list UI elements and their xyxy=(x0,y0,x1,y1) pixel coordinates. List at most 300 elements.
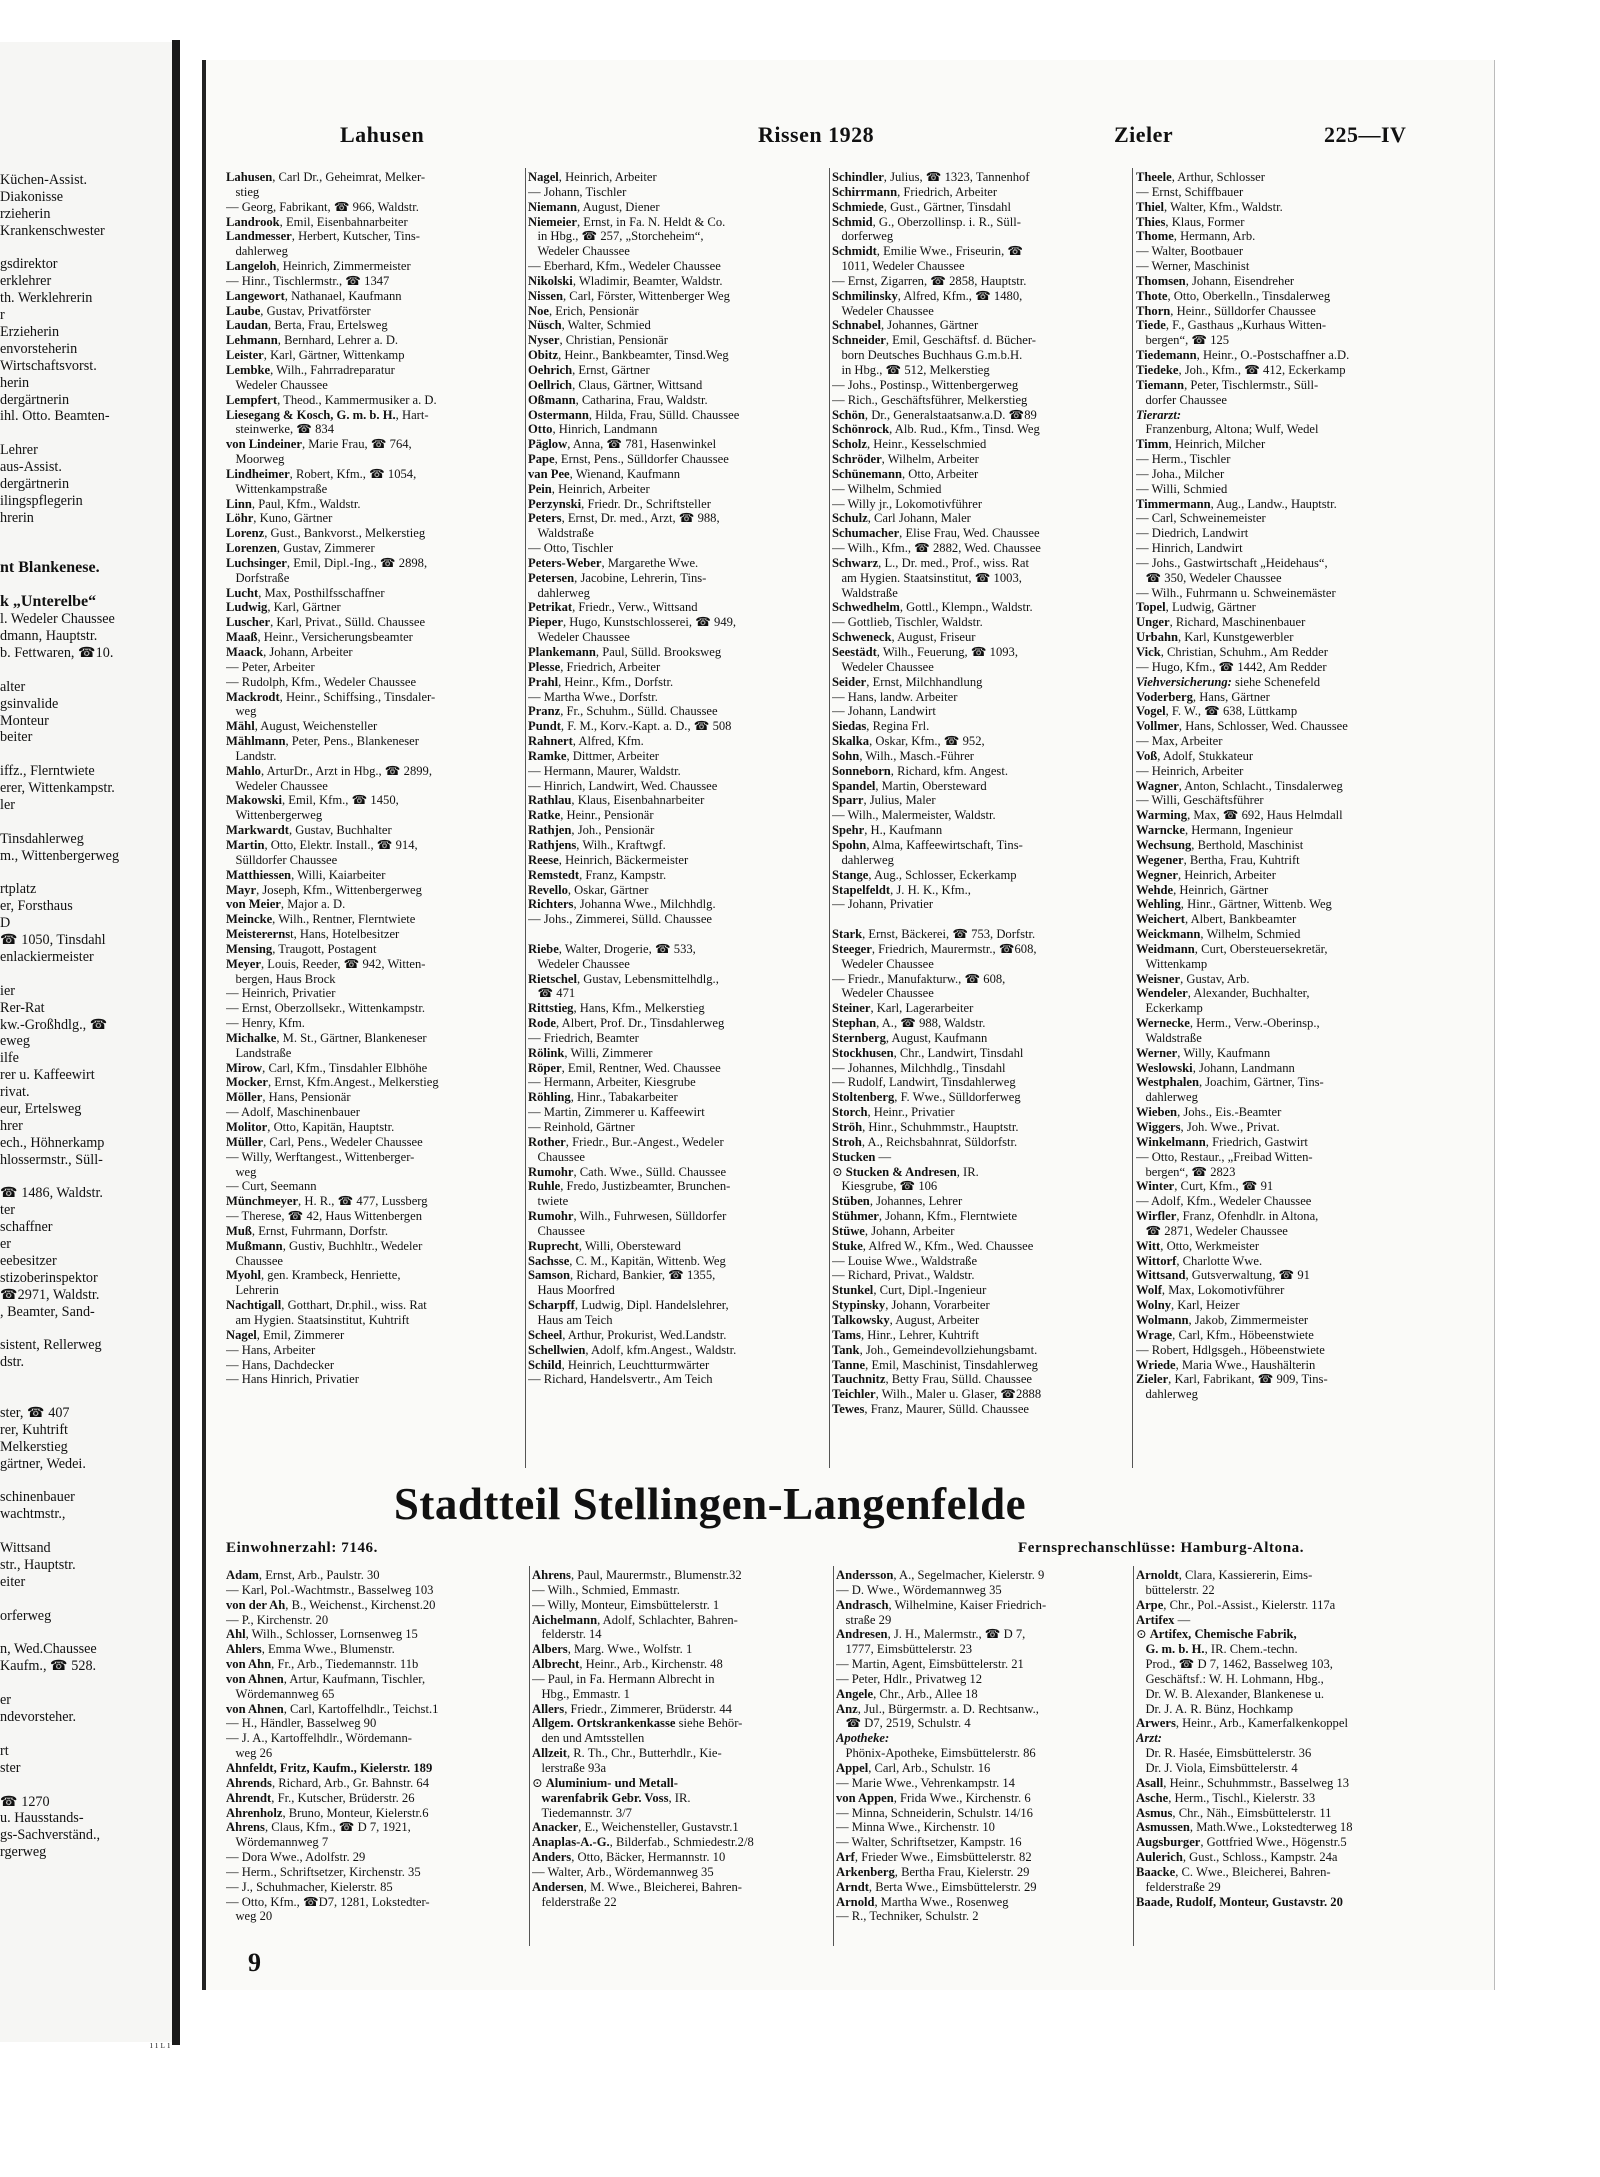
directory-entry: Sonneborn, Richard, kfm. Angest. xyxy=(832,763,1008,778)
directory-entry: ☎ 350, Wedeler Chaussee xyxy=(1136,570,1282,585)
directory-entry: Arpe, Chr., Pol.-Assist., Kielerstr. 117a xyxy=(1136,1597,1336,1612)
previous-page-line: dergärtnerin xyxy=(0,391,70,408)
directory-entry: Rietschel, Gustav, Lebensmittelhdlg., xyxy=(528,971,719,986)
directory-entry: Prod., ☎ D 7, 1462, Basselweg 103, xyxy=(1136,1657,1333,1672)
previous-page-line: iffz., Flerntwiete xyxy=(0,763,95,780)
directory-entry: Müller, Carl, Pens., Wedeler Chaussee xyxy=(226,1134,423,1149)
directory-entry: Mirow, Carl, Kfm., Tinsdahler Elbhöhe xyxy=(226,1060,428,1075)
previous-page-line xyxy=(0,425,178,442)
directory-entry: Schmid, G., Oberzollinsp. i. R., Süll- xyxy=(832,214,1021,229)
directory-entry: Rode, Albert, Prof. Dr., Tinsdahlerweg xyxy=(528,1016,725,1031)
previous-page-line: ter xyxy=(0,1202,15,1219)
directory-entry: Stephan, A., ☎ 988, Waldstr. xyxy=(832,1016,986,1031)
directory-entry: Haus am Teich xyxy=(528,1312,613,1327)
directory-entry: Rölink, Willi, Zimmerer xyxy=(528,1045,653,1060)
directory-entry: — Martha Wwe., Dorfstr. xyxy=(528,689,658,704)
directory-entry: Maack, Johann, Arbeiter xyxy=(226,645,353,659)
directory-entry: stieg xyxy=(226,184,260,199)
section-title: Stadtteil Stellingen-Langenfelde xyxy=(393,1479,1027,1529)
previous-page-line: str., Hauptstr. xyxy=(0,1557,76,1574)
directory-entry: Otto, Hinrich, Landmann xyxy=(528,422,658,437)
directory-entry: Augsburger, Gottfried Wwe., Högenstr.5 xyxy=(1136,1835,1347,1850)
previous-page-line xyxy=(0,1388,178,1405)
directory-entry: Albers, Marg. Wwe., Wolfstr. 1 xyxy=(532,1642,693,1657)
directory-entry: Stockhusen, Chr., Landwirt, Tinsdahl xyxy=(832,1045,1024,1060)
directory-entry: Vick, Christian, Schuhm., Am Redder xyxy=(1136,645,1328,659)
previous-page-line: eweg xyxy=(0,1033,30,1050)
directory-entry: Wittenbergerweg xyxy=(226,808,323,823)
running-header xyxy=(206,122,1486,152)
directory-entry: Stark, Ernst, Bäckerei, ☎ 753, Dorfstr. xyxy=(832,927,1036,942)
previous-page-line xyxy=(0,1321,178,1338)
directory-entry: Nagel, Heinrich, Arbeiter xyxy=(528,170,657,184)
directory-entry: — Peter, Arbeiter xyxy=(226,659,315,674)
previous-page-text xyxy=(0,172,178,1861)
directory-entry: Stüwe, Johann, Arbeiter xyxy=(832,1223,955,1238)
previous-page-line xyxy=(0,966,178,983)
directory-column-1 xyxy=(226,170,522,1470)
directory-entry: Tank, Joh., Gemeindevollziehungsbamt. xyxy=(832,1342,1038,1357)
directory-entry: von Meier, Major a. D. xyxy=(226,897,346,912)
directory-entry: Chaussee xyxy=(528,1149,586,1164)
directory-entry: Stuke, Alfred W., Kfm., Wed. Chaussee xyxy=(832,1238,1034,1253)
directory-entry: — Hans, Dachdecker xyxy=(226,1357,335,1372)
directory-entry: dorferweg xyxy=(832,229,894,244)
directory-entry: — Willi, Geschäftsführer xyxy=(1136,793,1264,808)
directory-entry: Nissen, Carl, Förster, Wittenberger Weg xyxy=(528,288,730,303)
directory-entry: Pieper, Hugo, Kunstschlosserei, ☎ 949, xyxy=(528,615,737,630)
directory-entry: — Hugo, Kfm., ☎ 1442, Am Redder xyxy=(1136,659,1327,674)
directory-entry: Witt, Otto, Werkmeister xyxy=(1136,1238,1260,1253)
directory-entry: ⊙ Artifex, Chemische Fabrik, xyxy=(1136,1627,1297,1642)
directory-entry: Chaussee xyxy=(528,1223,586,1238)
directory-entry: Timmermann, Aug., Landw., Hauptstr. xyxy=(1136,496,1337,511)
previous-page-line: hrer xyxy=(0,1117,23,1134)
previous-page-line xyxy=(0,1777,178,1794)
directory-entry: dahlerweg xyxy=(528,585,590,600)
directory-entry: Landrook, Emil, Eisenbahnarbeiter xyxy=(226,214,408,229)
directory-entry: — Ernst, Oberzollsekr., Wittenkampstr. xyxy=(226,1001,425,1016)
directory-entry: Tauchnitz, Betty Frau, Sülld. Chaussee xyxy=(832,1372,1033,1387)
directory-entry: Ströh, Hinr., Schuhmmstr., Hauptstr. xyxy=(832,1120,1019,1134)
directory-entry: Obitz, Heinr., Bankbeamter, Tinsd.Weg xyxy=(528,348,729,363)
column-rule xyxy=(525,168,526,1468)
directory-entry: Wedeler Chaussee xyxy=(226,377,328,392)
previous-page-line: rer, Kuhtrift xyxy=(0,1421,68,1438)
directory-entry: — Johannes, Milchhdlg., Tinsdahl xyxy=(832,1060,1006,1075)
directory-entry: weg xyxy=(226,704,257,719)
directory-entry: Steiner, Karl, Lagerarbeiter xyxy=(832,1001,974,1016)
directory-entry: Rathlau, Klaus, Eisenbahnarbeiter xyxy=(528,793,705,808)
directory-entry: von Lindeiner, Marie Frau, ☎ 764, xyxy=(226,437,412,452)
directory-entry: Waldstraße xyxy=(528,526,594,541)
directory-entry: — Henry, Kfm. xyxy=(226,1016,305,1031)
directory-entry: Ahrens, Paul, Maurermstr., Blumenstr.32 xyxy=(532,1568,742,1582)
directory-entry: Ostermann, Hilda, Frau, Sülld. Chaussee xyxy=(528,407,740,422)
directory-entry: Werner, Willy, Kaufmann xyxy=(1136,1045,1271,1060)
directory-entry: Landstr. xyxy=(226,748,277,763)
directory-entry: Tewes, Franz, Maurer, Sülld. Chaussee xyxy=(832,1402,1030,1417)
directory-entry: Röhling, Hinr., Tabakarbeiter xyxy=(528,1090,678,1105)
directory-entry: Waldstraße xyxy=(1136,1030,1202,1045)
directory-entry: Wolny, Karl, Heizer xyxy=(1136,1298,1240,1313)
directory-entry: Schmidt, Emilie Wwe., Friseurin, ☎ xyxy=(832,244,1024,259)
previous-page-line: ☎ 1050, Tinsdahl xyxy=(0,932,106,949)
directory-entry: — Otto, Tischler xyxy=(528,541,614,556)
previous-page-line: ndevorsteher. xyxy=(0,1709,77,1726)
directory-entry: Lehmann, Bernhard, Lehrer a. D. xyxy=(226,333,399,348)
directory-entry: — Hermann, Arbeiter, Kiesgrube xyxy=(528,1075,696,1090)
directory-entry: bergen“, ☎ 2823 xyxy=(1136,1164,1236,1179)
directory-entry: — Walter, Arb., Wördemannweg 35 xyxy=(532,1864,714,1879)
header-page-number: 225—IV xyxy=(1324,122,1407,147)
directory-entry: — Wilhelm, Schmied xyxy=(832,481,942,496)
directory-entry: Wehde, Heinrich, Gärtner xyxy=(1136,882,1269,897)
directory-entry: Rathjens, Wilh., Kraftwgf. xyxy=(528,837,666,852)
directory-entry: Stange, Aug., Schlosser, Eckerkamp xyxy=(832,867,1017,882)
directory-entry: Wernecke, Herm., Verw.-Oberinsp., xyxy=(1136,1016,1320,1031)
directory-entry: Wehling, Hinr., Gärtner, Wittenb. Weg xyxy=(1136,897,1332,912)
previous-page-line xyxy=(0,1726,178,1743)
directory-entry: Allers, Friedr., Zimmerer, Brüderstr. 44 xyxy=(532,1701,732,1716)
phone-exchange-note: Fernsprechanschlüsse: Hamburg-Altona. xyxy=(1018,1540,1305,1556)
directory-entry: — Paul, in Fa. Hermann Albrecht in xyxy=(532,1671,715,1686)
directory-entry: born Deutsches Buchhaus G.m.b.H. xyxy=(832,348,1023,363)
directory-entry: — D. Wwe., Wördemannweg 35 xyxy=(836,1582,1002,1597)
directory-entry: — Eberhard, Kfm., Wedeler Chaussee xyxy=(528,259,721,274)
directory-entry: Anaplas-A.-G., Bilderfab., Schmiedestr.2/8 xyxy=(532,1835,754,1850)
directory-entry: von Ahnen, Carl, Kartoffelhdlr., Teichst.1 xyxy=(226,1701,439,1716)
directory-entry: Arwers, Heinr., Arb., Kamerfalkenkoppel xyxy=(1136,1716,1348,1731)
previous-page-line: Lehrer xyxy=(0,442,38,459)
directory-column-4 xyxy=(1136,170,1436,1470)
directory-entry: Tiedeke, Joh., Kfm., ☎ 412, Eckerkamp xyxy=(1136,362,1346,377)
previous-page-line: dergärtnerin xyxy=(0,476,70,493)
directory-entry: Teichler, Wilh., Maler u. Glaser, ☎2888 xyxy=(832,1387,1042,1402)
directory-entry: Perzynski, Friedr. Dr., Schriftsteller xyxy=(528,496,711,511)
directory-entry: Tanne, Emil, Maschinist, Tinsdahlerweg xyxy=(832,1357,1038,1372)
directory-entry: Petrikat, Friedr., Verw., Wittsand xyxy=(528,600,698,615)
previous-page-line: stizoberinspektor xyxy=(0,1269,98,1286)
directory-entry: Niemeier, Ernst, in Fa. N. Heldt & Co. xyxy=(528,214,726,229)
previous-page-line: beiter xyxy=(0,729,33,746)
previous-page-line: ☎ 1486, Waldstr. xyxy=(0,1185,103,1202)
directory-entry: — Georg, Fabrikant, ☎ 966, Waldstr. xyxy=(226,199,419,214)
directory-entry: Wedeler Chaussee xyxy=(832,986,934,1001)
directory-entry: — Wilh., Schmied, Emmastr. xyxy=(532,1582,680,1597)
directory-entry: Tiemann, Peter, Tischlermstr., Süll- xyxy=(1136,377,1319,392)
directory-entry: Waldstraße xyxy=(832,585,898,600)
directory-entry: Sternberg, August, Kaufmann xyxy=(832,1030,988,1045)
directory-entry: — Hans, Arbeiter xyxy=(226,1342,316,1357)
directory-entry: Oehrich, Ernst, Gärtner xyxy=(528,362,650,377)
previous-page-line: u. Hausstands- xyxy=(0,1810,84,1827)
directory-entry: Lindheimer, Robert, Kfm., ☎ 1054, xyxy=(226,466,417,481)
directory-entry: Rahnert, Alfred, Kfm. xyxy=(528,734,644,749)
header-center-title: Rissen 1928 xyxy=(758,122,875,147)
directory-entry: — Hans Hinrich, Privatier xyxy=(226,1372,359,1387)
directory-entry: Wolmann, Jakob, Zimmermeister xyxy=(1136,1312,1309,1327)
directory-entry: Ramke, Dittmer, Arbeiter xyxy=(528,748,660,763)
directory-entry: Zieler, Karl, Fabrikant, ☎ 909, Tins- xyxy=(1136,1372,1328,1387)
printer-mark: ı ı ʟ ı xyxy=(150,2040,171,2051)
directory-entry: lerstraße 93a xyxy=(532,1760,607,1775)
previous-page-line: ech., Höhnerkamp xyxy=(0,1134,105,1151)
directory-entry: Talkowsky, August, Arbeiter xyxy=(832,1312,980,1327)
directory-entry: Linn, Paul, Kfm., Waldstr. xyxy=(226,496,361,511)
previous-page-line xyxy=(0,1473,178,1490)
directory-entry: Stühmer, Johann, Kfm., Flerntwiete xyxy=(832,1209,1018,1224)
directory-entry: Nikolski, Wladimir, Beamter, Waldstr. xyxy=(528,273,723,288)
directory-entry: Plankemann, Paul, Sülld. Brooksweg xyxy=(528,645,722,659)
directory-entry: Asmussen, Math.Wwe., Lokstedterweg 18 xyxy=(1136,1820,1353,1835)
directory-entry: Mayr, Joseph, Kfm., Wittenbergerweg xyxy=(226,882,422,897)
directory-entry: Andresen, J. H., Malermstr., ☎ D 7, xyxy=(836,1627,1026,1642)
previous-page-line: b. Fettwaren, ☎10. xyxy=(0,644,114,661)
directory-entry: Möller, Hans, Pensionär xyxy=(226,1090,351,1105)
directory-entry: Vogel, F. W., ☎ 638, Lüttkamp xyxy=(1136,704,1298,719)
directory-entry: Warming, Max, ☎ 692, Haus Helmdall xyxy=(1136,808,1343,823)
bottom-column-1 xyxy=(226,1568,528,1948)
directory-entry: — Diedrich, Landwirt xyxy=(1136,526,1249,541)
directory-entry: Schwarz, L., Dr. med., Prof., wiss. Rat xyxy=(832,555,1029,570)
previous-page-line: ster xyxy=(0,1759,21,1776)
previous-page-line xyxy=(0,865,178,882)
directory-entry: — Marie Wwe., Vehrenkampstr. 14 xyxy=(836,1775,1015,1790)
previous-page-line: alter xyxy=(0,678,26,695)
directory-entry: Weickmann, Wilhelm, Schmied xyxy=(1136,927,1301,942)
previous-page-line xyxy=(0,814,178,831)
directory-entry: dahlerweg xyxy=(226,244,288,259)
directory-entry: — Wilh., Fuhrmann u. Schweinemäster xyxy=(1136,585,1336,600)
directory-entry: Wedeler Chaussee xyxy=(226,778,328,793)
directory-entry: Schirrmann, Friedrich, Arbeiter xyxy=(832,184,998,199)
directory-entry: dorfer Chaussee xyxy=(1136,392,1227,407)
directory-entry: Schröder, Wilhelm, Arbeiter xyxy=(832,452,979,467)
directory-entry: ☎ 471 xyxy=(528,986,576,1001)
directory-entry: Haus Moorfred xyxy=(528,1283,615,1298)
previous-page-line: ster, ☎ 407 xyxy=(0,1405,70,1422)
directory-entry: Schön, Dr., Generalstaatsanw.a.D. ☎89 xyxy=(832,407,1037,422)
previous-page-line xyxy=(0,1523,178,1540)
previous-page-line: herin xyxy=(0,374,30,391)
previous-page-line: ihl. Otto. Beamten- xyxy=(0,408,110,425)
directory-entry: Thiel, Walter, Kfm., Waldstr. xyxy=(1136,199,1283,214)
directory-entry: Ratke, Heinr., Pensionär xyxy=(528,808,654,823)
directory-entry: Maaß, Heinr., Versicherungsbeamter xyxy=(226,630,413,645)
directory-entry: Peters-Weber, Margarethe Wwe. xyxy=(528,555,699,570)
directory-entry: Luchsinger, Emil, Dipl.-Ing., ☎ 2898, xyxy=(226,555,428,570)
directory-entry: Arnoldt, Clara, Kassiererin, Eims- xyxy=(1136,1568,1313,1582)
directory-entry: Oßmann, Catharina, Frau, Waldstr. xyxy=(528,392,708,407)
directory-entry: — Walter, Schriftsetzer, Kampstr. 16 xyxy=(836,1835,1022,1850)
directory-entry: Andersen, M. Wwe., Bleicherei, Bahren- xyxy=(532,1879,742,1894)
directory-entry: — Johann, Privatier xyxy=(832,897,934,912)
directory-entry: Molitor, Otto, Kapitän, Hauptstr. xyxy=(226,1120,395,1134)
bottom-column-3 xyxy=(836,1568,1132,1948)
directory-entry: Eckerkamp xyxy=(1136,1001,1203,1016)
directory-entry: Wördemannweg 65 xyxy=(226,1686,335,1701)
directory-entry: Langeloh, Heinrich, Zimmermeister xyxy=(226,259,411,274)
directory-column-3 xyxy=(832,170,1134,1470)
previous-page-line: ☎2971, Waldstr. xyxy=(0,1286,100,1303)
directory-entry: Landstraße xyxy=(226,1045,292,1060)
column-rule xyxy=(1133,1566,1134,1946)
directory-entry: — Johann, Landwirt xyxy=(832,704,936,719)
directory-entry: — Minna Wwe., Kirchenstr. 10 xyxy=(836,1820,995,1835)
directory-entry: — Friedrich, Beamter xyxy=(528,1030,639,1045)
directory-entry: steinwerke, ☎ 834 xyxy=(226,422,335,437)
directory-entry: Wieben, Johs., Eis.-Beamter xyxy=(1136,1105,1282,1120)
directory-entry: Nagel, Emil, Zimmerer xyxy=(226,1327,345,1342)
directory-entry: Niemann, August, Diener xyxy=(528,199,660,214)
directory-entry: Timm, Heinrich, Milcher xyxy=(1136,437,1266,452)
directory-entry: Asall, Heinr., Schuhmmstr., Basselweg 13 xyxy=(1136,1775,1350,1790)
population-count: Einwohnerzahl: 7146. xyxy=(226,1540,379,1556)
directory-entry: Geschäftsf.: W. H. Lohmann, Hbg., xyxy=(1136,1671,1324,1686)
previous-page-line: eur, Ertelsweg xyxy=(0,1100,82,1117)
directory-entry: Artifex — xyxy=(1136,1612,1191,1627)
directory-entry: — Reinhold, Gärtner xyxy=(528,1120,635,1134)
directory-entry: Wriede, Maria Wwe., Haushälterin xyxy=(1136,1357,1316,1372)
directory-entry: Voß, Adolf, Stukkateur xyxy=(1136,748,1254,763)
directory-entry: Wedeler Chaussee xyxy=(528,244,630,259)
previous-page-line xyxy=(0,240,178,257)
directory-entry: — Robert, Hdlgsgeh., Höbeenstwiete xyxy=(1136,1342,1325,1357)
directory-entry: dahlerweg xyxy=(1136,1387,1198,1402)
directory-entry: Lahusen, Carl Dr., Geheimrat, Melker- xyxy=(226,170,426,184)
directory-entry: Appel, Carl, Arb., Schulstr. 16 xyxy=(836,1760,991,1775)
directory-entry: Spohn, Alma, Kaffeewirtschaft, Tins- xyxy=(832,837,1023,852)
directory-entry: Lorenz, Gust., Bankvorst., Melkerstieg xyxy=(226,526,426,541)
directory-entry: — P., Kirchenstr. 20 xyxy=(226,1612,329,1627)
directory-entry: — Dora Wwe., Adolfstr. 29 xyxy=(226,1850,366,1865)
directory-entry: Arf, Frieder Wwe., Eimsbüttelerstr. 82 xyxy=(836,1850,1032,1865)
directory-entry: G. m. b. H., IR. Chem.-techn. xyxy=(1145,1642,1298,1657)
directory-entry: Ahrenholz, Bruno, Monteur, Kielerstr.6 xyxy=(226,1805,429,1820)
column-rule xyxy=(829,168,830,1468)
directory-entry: Schwedhelm, Gottl., Klempn., Waldstr. xyxy=(832,600,1033,615)
directory-entry: Schumacher, Elise Frau, Wed. Chaussee xyxy=(832,526,1040,541)
previous-page-line: hlossermstr., Süll- xyxy=(0,1151,103,1168)
directory-entry: Arnold, Martha Wwe., Rosenweg xyxy=(836,1894,1009,1909)
directory-entry: Lorenzen, Gustav, Zimmerer xyxy=(226,541,375,556)
previous-page-line: ☎ 1270 xyxy=(0,1793,50,1810)
directory-entry: Schweneck, August, Friseur xyxy=(832,630,976,645)
header-left-name: Lahusen xyxy=(340,122,425,147)
directory-entry: Makowski, Emil, Kfm., ☎ 1450, xyxy=(226,793,399,808)
directory-entry: Wechsung, Berthold, Maschinist xyxy=(1136,837,1304,852)
previous-page-line: rzieherin xyxy=(0,205,51,222)
directory-entry: Aulerich, Gust., Schloss., Kampstr. 24a xyxy=(1136,1850,1338,1865)
directory-entry: Wittenkampstraße xyxy=(226,481,328,496)
directory-entry: — Hermann, Maurer, Waldstr. xyxy=(528,763,681,778)
directory-entry: Nyser, Christian, Pensionär xyxy=(528,333,668,348)
directory-entry: Mahlo, ArturDr., Arzt in Hbg., ☎ 2899, xyxy=(226,763,432,778)
directory-entry: Dr. W. B. Alexander, Blankenese u. xyxy=(1136,1686,1325,1701)
previous-page-line: sistent, Rellerweg xyxy=(0,1337,102,1354)
directory-entry: felderstraße 22 xyxy=(532,1894,617,1909)
directory-entry: Westphalen, Joachim, Gärtner, Tins- xyxy=(1136,1075,1324,1090)
directory-entry: — Martin, Zimmerer u. Kaffeewirt xyxy=(528,1105,705,1120)
previous-page-line: wachtmstr., xyxy=(0,1506,66,1523)
directory-entry: Dr. R. Hasée, Eimsbüttelerstr. 36 xyxy=(1136,1746,1312,1761)
previous-page-line xyxy=(0,1169,178,1186)
directory-entry: Vollmer, Hans, Schlosser, Wed. Chaussee xyxy=(1136,719,1348,734)
directory-entry: — Johs., Gastwirtschaft „Heidehaus“, xyxy=(1136,555,1328,570)
directory-entry: Kiesgrube, ☎ 106 xyxy=(832,1179,938,1194)
directory-entry: büttelerstr. 22 xyxy=(1136,1582,1215,1597)
directory-entry: Franzenburg, Altona; Wulf, Wedel xyxy=(1136,422,1319,437)
directory-entry: — Joha., Milcher xyxy=(1136,466,1225,481)
directory-entry: — Johs., Postinsp., Wittenbergerweg xyxy=(832,377,1019,392)
directory-entry: Ahrendt, Fr., Kutscher, Brüderstr. 26 xyxy=(226,1790,415,1805)
directory-entry: von Ahnen, Artur, Kaufmann, Tischler, xyxy=(226,1671,426,1686)
previous-page-line: er, Forsthaus xyxy=(0,898,73,915)
previous-page-line: rgerweg xyxy=(0,1844,47,1861)
directory-entry: Schulz, Carl Johann, Maler xyxy=(832,511,971,526)
directory-entry: twiete xyxy=(528,1194,569,1209)
directory-entry: Mußmann, Gustiv, Buchhltr., Wedeler xyxy=(226,1238,423,1253)
directory-entry: weg 26 xyxy=(226,1746,273,1761)
directory-entry: Pundt, F. M., Korv.-Kapt. a. D., ☎ 508 xyxy=(528,719,732,734)
previous-page-line: Erzieherin xyxy=(0,324,60,341)
directory-entry: Rumohr, Wilh., Fuhrwesen, Sülldorfer xyxy=(528,1209,727,1224)
directory-entry: Päglow, Anna, ☎ 781, Hasenwinkel xyxy=(528,437,717,452)
directory-entry: Seestädt, Wilh., Feuerung, ☎ 1093, xyxy=(832,645,1019,659)
directory-entry: Pape, Ernst, Pens., Sülldorfer Chaussee xyxy=(528,452,729,467)
directory-entry: Martin, Otto, Elektr. Install., ☎ 914, xyxy=(226,837,418,852)
directory-entry: — Martin, Agent, Eimsbüttelerstr. 21 xyxy=(836,1657,1024,1672)
directory-entry: ⊙ Aluminium- und Metall- xyxy=(532,1775,678,1790)
directory-entry: 1011, Wedeler Chaussee xyxy=(832,259,965,274)
directory-entry: Ahrens, Claus, Kfm., ☎ D 7, 1921, xyxy=(226,1820,411,1835)
previous-page-strip xyxy=(0,42,178,2042)
directory-entry: Schild, Heinrich, Leuchtturmwärter xyxy=(528,1357,710,1372)
directory-entry: Arkenberg, Bertha Frau, Kielerstr. 29 xyxy=(836,1864,1030,1879)
column-rule xyxy=(1132,168,1133,1468)
directory-entry: Plesse, Friedrich, Arbeiter xyxy=(528,659,661,674)
previous-page-line: Tinsdahlerweg xyxy=(0,830,84,847)
directory-entry: weg xyxy=(226,1164,257,1179)
directory-entry: Mensing, Traugott, Postagent xyxy=(226,941,377,956)
directory-entry: Stunkel, Curt, Dipl.-Ingenieur xyxy=(832,1283,987,1298)
directory-entry: Apotheke: xyxy=(836,1731,890,1746)
directory-entry: am Hygien. Staatsinstitut, Kuhtrift xyxy=(226,1312,410,1327)
previous-page-line xyxy=(0,746,178,763)
directory-entry: — Richard, Privat., Waldstr. xyxy=(832,1268,975,1283)
previous-page-line: ier xyxy=(0,982,15,999)
directory-entry: bergen, Haus Brock xyxy=(226,971,336,986)
directory-entry: — Willy, Monteur, Eimsbüttelerstr. 1 xyxy=(532,1597,720,1612)
directory-entry: Petersen, Jacobine, Lehrerin, Tins- xyxy=(528,570,707,585)
directory-entry: Schellwien, Adolf, kfm.Angest., Waldstr. xyxy=(528,1342,737,1357)
directory-entry: am Hygien. Staatsinstitut, ☎ 1003, xyxy=(832,570,1022,585)
previous-page-line: Wittsand xyxy=(0,1540,51,1557)
directory-entry: — Herm., Tischler xyxy=(1136,452,1231,467)
previous-page-line: Kaufm., ☎ 528. xyxy=(0,1658,97,1675)
directory-entry: Liesegang & Kosch, G. m. b. H., Hart- xyxy=(226,407,429,422)
directory-entry: — Gottlieb, Tischler, Waldstr. xyxy=(832,615,983,630)
directory-entry: Meisterernst, Hans, Hotelbesitzer xyxy=(226,927,400,942)
directory-entry: Spehr, H., Kaufmann xyxy=(832,823,943,838)
directory-entry: Ahrends, Richard, Arb., Gr. Bahnstr. 64 xyxy=(226,1775,430,1790)
previous-page-line: Melkerstieg xyxy=(0,1438,68,1455)
directory-column-2 xyxy=(528,170,828,1470)
directory-entry: Thome, Hermann, Arb. xyxy=(1136,229,1256,244)
previous-page-line: hrerin xyxy=(0,509,34,526)
directory-entry: Michalke, M. St., Gärtner, Blankeneser xyxy=(226,1030,427,1045)
